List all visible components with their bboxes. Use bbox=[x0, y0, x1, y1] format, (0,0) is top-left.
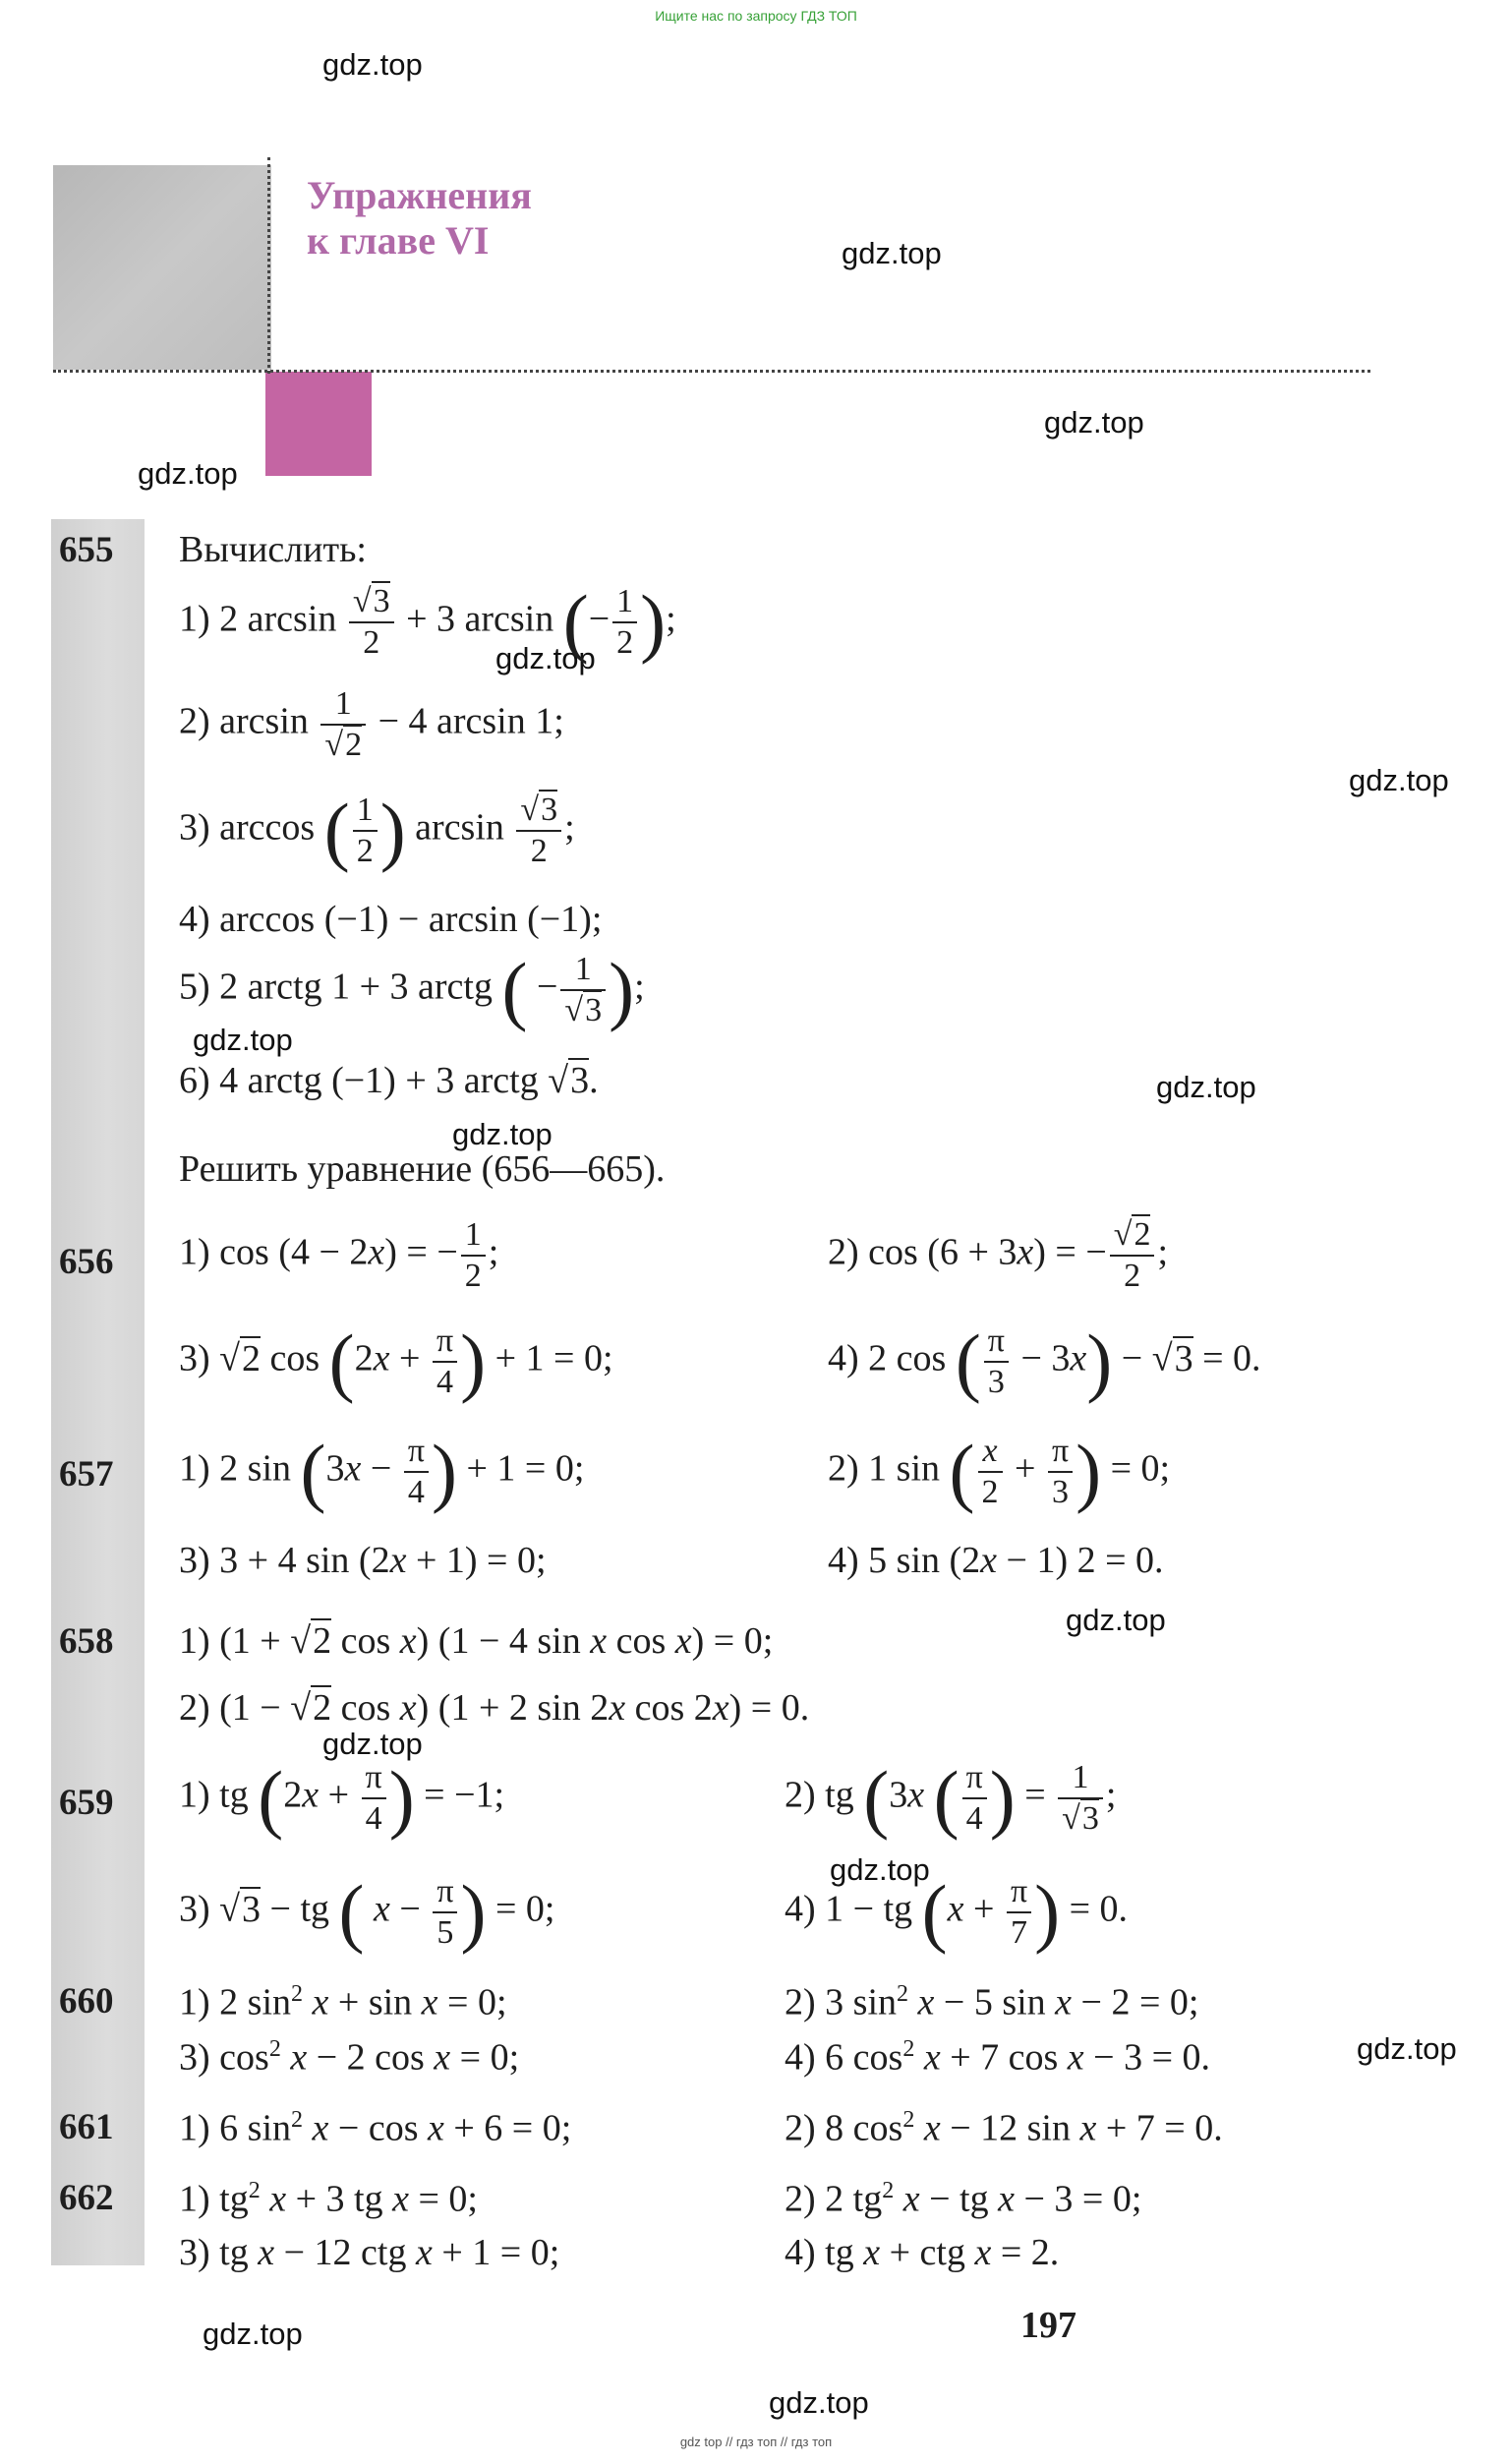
watermark: gdz.top bbox=[495, 641, 596, 675]
exercise-655-3: 3) arccos ( $\frac{1}{2}$ ) arcsin $\frac{√3}{2}$ ; bbox=[179, 787, 575, 873]
chapter-title-line1: Упражнения bbox=[307, 173, 532, 217]
watermark: gdz.top bbox=[322, 1727, 423, 1761]
item-label: 4) bbox=[785, 2232, 816, 2273]
item-label: 2) bbox=[179, 700, 210, 742]
exercise-number: 659 bbox=[59, 1783, 114, 1823]
exercise-657-2: 2) 1 sin ( $\frac{x}{2}$ + $\frac{\pi}{3}$ ) = 0; bbox=[828, 1428, 1171, 1514]
watermark: gdz.top bbox=[830, 1852, 930, 1887]
footer-note: gdz top // гдз топ // гдз топ bbox=[679, 2435, 833, 2449]
exercise-657-4: 4) 5 sin (2x − 1) 2 = 0. bbox=[828, 1540, 1164, 1581]
item-label: 2) bbox=[828, 1447, 859, 1490]
exercise-number: 662 bbox=[59, 2178, 114, 2218]
watermark: gdz.top bbox=[1044, 405, 1144, 440]
exercise-659-2: 2) tg (3x ( $\frac{\pi}{4}$ ) = $\frac{1}{√3}$ ; bbox=[785, 1754, 1117, 1841]
exercise-657-3: 3) 3 + 4 sin (2x + 1) = 0; bbox=[179, 1540, 547, 1581]
item-label: 1) bbox=[179, 2178, 210, 2220]
item-label: 2) bbox=[785, 2178, 816, 2220]
chapter-title-line2: к главе VI bbox=[307, 218, 490, 263]
exercise-intro: Решить уравнение (656—665). bbox=[179, 1148, 666, 1190]
exercise-intro: Вычислить: bbox=[179, 529, 367, 570]
item-label: 1) bbox=[179, 1981, 210, 2024]
item-label: 5) bbox=[179, 966, 210, 1008]
exercise-659-4: 4) 1 − tg (x + $\frac{\pi}{7}$ ) = 0. bbox=[785, 1868, 1129, 1955]
exercise-number: 658 bbox=[59, 1621, 114, 1662]
exercise-662-1: 1) $tg^2$ x + 3 tg x = 0; bbox=[179, 2178, 478, 2220]
item-label: 4) bbox=[179, 899, 210, 940]
watermark: gdz.top bbox=[193, 1023, 293, 1057]
exercise-number: 660 bbox=[59, 1981, 114, 2022]
item-label: 3) bbox=[179, 806, 210, 849]
watermark: gdz.top bbox=[1066, 1603, 1166, 1637]
item-label: 2) bbox=[179, 1687, 210, 1729]
watermark: gdz.top bbox=[842, 236, 942, 270]
watermark: gdz.top bbox=[203, 2317, 303, 2351]
item-label: 3) bbox=[179, 2232, 210, 2273]
exercise-number: 657 bbox=[59, 1454, 114, 1495]
item-label: 6) bbox=[179, 1060, 210, 1101]
exercise-656-2: 2) cos (6 + 3x) = − $\frac{√2}{2}$ ; bbox=[828, 1216, 1169, 1294]
chapter-pink-block bbox=[265, 372, 372, 476]
item-label: 1) bbox=[179, 1231, 210, 1273]
exercise-number: 655 bbox=[59, 530, 114, 570]
item-label: 1) bbox=[179, 1620, 210, 1662]
exercise-659-1: 1) tg (2x + $\frac{\pi}{4}$ ) = −1; bbox=[179, 1754, 505, 1841]
item-label: 3) bbox=[179, 1540, 210, 1581]
exercise-656-3: 3) √2 cos (2x + $\frac{\pi}{4}$ ) + 1 = 0; bbox=[179, 1318, 613, 1404]
exercise-662-4: 4) tg x + ctg x = 2. bbox=[785, 2232, 1060, 2273]
horizontal-dotted-rule bbox=[53, 370, 1370, 373]
header-note: Ищите нас по запросу ГДЗ ТОП bbox=[655, 8, 857, 24]
exercise-661-2: 2) 8 $\cos^2 x - 12$ sin x + 7 = 0. bbox=[785, 2107, 1223, 2149]
exercise-659-3: 3) √3 − tg ( x − $\frac{\pi}{5}$ ) = 0; bbox=[179, 1868, 555, 1955]
watermark: gdz.top bbox=[1349, 763, 1449, 797]
exercise-657-1: 1) 2 sin (3x − $\frac{\pi}{4}$ ) + 1 = 0; bbox=[179, 1428, 585, 1514]
item-label: 4) bbox=[828, 1540, 859, 1581]
item-label: 4) bbox=[785, 1888, 816, 1930]
exercise-660-3: 3) $\cos^2 x - 2$ cos x = 0; bbox=[179, 2036, 520, 2079]
item-label: 3) bbox=[179, 2036, 210, 2079]
item-label: 1) bbox=[179, 1447, 210, 1490]
watermark: gdz.top bbox=[452, 1117, 552, 1151]
exercise-660-1: 1) 2 $\sin^2 x + \sin x = 0$; bbox=[179, 1981, 507, 2024]
watermark: gdz.top bbox=[769, 2385, 869, 2420]
item-label: 1) bbox=[179, 2107, 210, 2149]
item-label: 1) bbox=[179, 1774, 210, 1816]
exercise-661-1: 1) 6 $\sin^2 x - \cos x + 6 = 0$; bbox=[179, 2107, 572, 2149]
watermark: gdz.top bbox=[138, 456, 238, 491]
exercise-658-1: 1) (1 + √2 cos x) (1 − 4 sin x cos x) = 0; bbox=[179, 1620, 774, 1662]
item-label: 2) bbox=[785, 1774, 816, 1816]
exercise-658-2: 2) (1 − √2 cos x) (1 + 2 sin 2x cos 2x) = 0. bbox=[179, 1687, 810, 1729]
item-label: 4) bbox=[828, 1337, 859, 1379]
exercise-655-2: 2) arcsin $\frac{1}{√2}$ − 4 arcsin 1; bbox=[179, 685, 564, 763]
exercise-662-2: 2) 2 $tg^2$ x − tg x − 3 = 0; bbox=[785, 2178, 1142, 2220]
exercise-number: 661 bbox=[59, 2107, 114, 2147]
chapter-title bbox=[307, 173, 532, 264]
chapter-gray-block bbox=[53, 165, 271, 370]
watermark: gdz.top bbox=[322, 47, 423, 82]
watermark: gdz.top bbox=[1156, 1070, 1256, 1104]
exercise-number: 656 bbox=[59, 1242, 114, 1282]
exercise-655-1: 1) 2 arcsin $\frac{√3}{2}$ + 3 arcsin (− $\frac{1}{2}$ ); bbox=[179, 578, 676, 665]
item-label: 2) bbox=[785, 2107, 816, 2149]
watermark: gdz.top bbox=[1357, 2031, 1457, 2066]
vertical-dotted-rule bbox=[267, 157, 270, 374]
exercise-656-4: 4) 2 cos ( $\frac{\pi}{3}$ − 3x) − √3 = 0. bbox=[828, 1318, 1261, 1404]
item-label: 4) bbox=[785, 2036, 816, 2079]
exercise-662-3: 3) tg x − 12 ctg x + 1 = 0; bbox=[179, 2232, 560, 2273]
exercise-656-1: 1) cos (4 − 2x) = − $\frac{1}{2}$ ; bbox=[179, 1216, 499, 1294]
item-label: 3) bbox=[179, 1888, 210, 1930]
item-label: 1) bbox=[179, 598, 210, 640]
page-number: 197 bbox=[1020, 2305, 1076, 2346]
exercise-660-2: 2) 3 $\sin^2 x - 5$ sin x − 2 = 0; bbox=[785, 1981, 1199, 2024]
item-label: 2) bbox=[785, 1981, 816, 2024]
exercise-655-4: 4) arccos (−1) − arcsin (−1); bbox=[179, 899, 603, 940]
exercise-655-5: 5) 2 arctg 1 + 3 arctg ( − $\frac{1}{√3}$ ); bbox=[179, 946, 645, 1032]
exercise-655-6: 6) 4 arctg (−1) + 3 arctg √3. bbox=[179, 1060, 599, 1101]
item-label: 3) bbox=[179, 1337, 210, 1379]
exercise-660-4: 4) 6 $\cos^2 x + 7$ cos x − 3 = 0. bbox=[785, 2036, 1211, 2079]
item-label: 2) bbox=[828, 1231, 859, 1273]
